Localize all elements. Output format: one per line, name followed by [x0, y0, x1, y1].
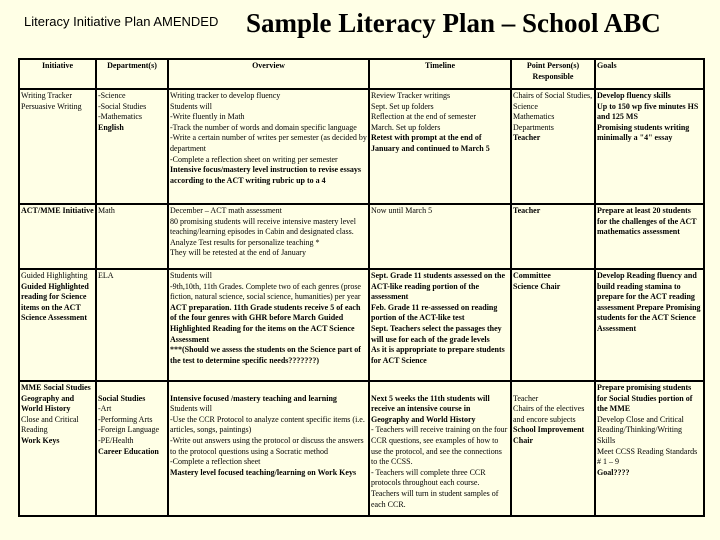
cell-line: Work Keys	[21, 435, 60, 445]
cell-line: -Performing Arts	[98, 414, 153, 424]
cell-line: Teacher	[513, 206, 541, 215]
cell-initiative	[19, 381, 96, 516]
cell-point-persons	[511, 89, 595, 204]
cell-line: Intensive focused /mastery teaching and learning	[170, 393, 337, 403]
cell-timeline	[369, 204, 511, 269]
cell-line: - Teachers will complete three CCR protocols throughout each course.	[371, 467, 486, 488]
cell-line: ACT/MME Initiative	[21, 206, 94, 215]
cell-line: Sept. Teachers select the passages they will use for each of the grade levels	[371, 323, 502, 344]
cell-line: -Science	[98, 91, 126, 100]
table-row	[19, 204, 704, 269]
cell-departments	[96, 204, 168, 269]
cell-line: Science Chair	[513, 281, 561, 291]
cell-line: Retest with prompt at the end of January and continued to March 5	[371, 133, 490, 153]
cell-line: ***(Should we assess the students on the Science part of the test to determine specific needs???????)	[170, 345, 361, 365]
cell-line: Teachers will turn in student samples of each CCR.	[371, 488, 499, 509]
column-header-point-persons: Point Person(s) Responsible	[511, 59, 595, 89]
cell-line: Up to 150 wp five minutes HS and 125 MS	[597, 101, 699, 122]
table-row	[19, 381, 704, 516]
cell-overview	[168, 89, 369, 204]
cell-line	[513, 383, 593, 394]
cell-line: -Foreign Language	[98, 425, 160, 435]
cell-line: Students will	[170, 101, 213, 111]
document-title: Sample Literacy Plan – School ABC	[246, 8, 661, 38]
cell-line: Reflection at the end of semester	[371, 112, 477, 122]
cell-line: Teacher	[513, 393, 539, 403]
cell-line: Social Studies	[98, 393, 146, 403]
cell-line: Guided Highlighting	[21, 271, 88, 280]
column-header-departments: Department(s)	[96, 59, 168, 89]
cell-line: -Art	[98, 404, 112, 414]
cell-line: Sept. Set up folders	[371, 101, 434, 111]
cell-line: Writing Tracker	[21, 91, 73, 100]
literacy-plan-table	[18, 58, 705, 517]
cell-line: Math	[98, 206, 115, 215]
cell-departments	[96, 381, 168, 516]
cell-point-persons	[511, 269, 595, 381]
cell-line: They will be retested at the end of January	[170, 248, 306, 258]
cell-line: Develop Close and Critical Reading/Thinking/Writing Skills	[597, 414, 684, 445]
cell-line: Students will	[170, 404, 213, 414]
cell-line: ACT preparation. 11th Grade students receive 5 of each of the four genres with GHR before March Guided Highlighted Reading for the items on the ACT Science Assessment	[170, 302, 361, 344]
cell-line: Develop Reading fluency and build reading stamina to prepare for the ACT reading assessment Prepare Promising students for the ACT Science Assessment	[597, 271, 701, 333]
cell-timeline	[369, 269, 511, 381]
table-row	[19, 89, 704, 204]
cell-overview	[168, 269, 369, 381]
cell-line: -Complete a reflection sheet on writing per semester	[170, 154, 338, 164]
cell-line: Meet CCSS Reading Standards # 1 – 9	[597, 446, 698, 467]
cell-line: Mathematics	[513, 112, 555, 122]
cell-line: Feb. Grade 11 re-assessed on reading portion of the ACT-like test	[371, 302, 498, 323]
cell-line: Prepare promising students for Social Studies portion of the MME	[597, 383, 693, 414]
cell-line: As it is appropriate to prepare students for ACT Science	[371, 345, 505, 365]
cell-line: Chairs of the electives and encore subjects	[513, 404, 585, 424]
cell-line: Prepare at least 20 students for the challenges of the ACT mathematics assessment	[597, 206, 697, 237]
cell-line: -Write fluently in Math	[170, 112, 245, 122]
cell-line	[98, 383, 166, 394]
cell-line: Writing tracker to develop fluency	[170, 91, 281, 100]
cell-line: Develop fluency skills	[597, 91, 671, 100]
table-row	[19, 269, 704, 381]
cell-line: MME Social Studies Geography and World History	[21, 383, 91, 414]
document-subtitle: Literacy Initiative Plan AMENDED	[24, 14, 219, 29]
cell-line: Goal????	[597, 467, 630, 477]
cell-goals	[595, 269, 704, 381]
cell-line: Students will	[170, 271, 213, 280]
cell-line: March. Set up folders	[371, 122, 441, 132]
cell-line: Committee	[513, 271, 551, 280]
cell-line: Mastery level focused teaching/learning on Work Keys	[170, 467, 357, 477]
cell-line: 80 promising students will receive intensive mastery level teaching/learning episodes in Cabin and designated class.	[170, 216, 356, 237]
cell-point-persons	[511, 204, 595, 269]
cell-goals	[595, 381, 704, 516]
cell-initiative	[19, 269, 96, 381]
cell-line: -Write out answers using the protocol or discuss the answers to the protocol questions using a Socratic method	[170, 435, 364, 456]
column-header-goals: Goals	[595, 59, 704, 89]
cell-line: - Teachers will receive training on the four CCR questions, see examples of how to use the protocol, and see the connections to the CCSS.	[371, 425, 508, 467]
cell-departments	[96, 89, 168, 204]
cell-line: Now until March 5	[371, 206, 433, 215]
cell-line: -Mathematics	[98, 112, 142, 122]
column-header-timeline: Timeline	[369, 59, 511, 89]
cell-line: Next 5 weeks the 11th students will receive an intensive course in Geography and World History	[371, 393, 490, 424]
cell-line: Departments	[513, 122, 554, 132]
cell-line: Sept. Grade 11 students assessed on the ACT-like reading portion of the assessment	[371, 271, 506, 302]
cell-line: Chairs of Social Studies, Science	[513, 91, 593, 111]
cell-line	[371, 383, 509, 394]
cell-line: Close and Critical Reading	[21, 414, 79, 435]
column-header-initiative: Initiative	[19, 59, 96, 89]
cell-line: -9th,10th, 11th Grades. Complete two of each genres (prose fiction, natural science, social science, humanities) per year	[170, 281, 361, 302]
column-header-overview: Overview	[168, 59, 369, 89]
cell-goals	[595, 89, 704, 204]
cell-timeline	[369, 89, 511, 204]
cell-line: December – ACT math assessment	[170, 206, 282, 215]
cell-line: Promising students writing minimally a "4" essay	[597, 122, 690, 143]
cell-line: -Use the CCR Protocol to analyze content specific items (i.e. articles, songs, paintings)	[170, 414, 365, 435]
cell-point-persons	[511, 381, 595, 516]
cell-departments	[96, 269, 168, 381]
cell-line: Intensive focus/mastery level instruction to revise essays according to the ACT writing rubric up to a 4	[170, 165, 361, 185]
cell-line: ELA	[98, 271, 114, 280]
cell-line: Persuasive Writing	[21, 101, 82, 111]
cell-overview	[168, 381, 369, 516]
cell-line: -Track the number of words and domain specific language	[170, 122, 357, 132]
cell-timeline	[369, 381, 511, 516]
cell-goals	[595, 204, 704, 269]
cell-line: Teacher	[513, 133, 541, 143]
cell-line: Analyze Test results for personalize teaching *	[170, 237, 320, 247]
cell-line: -PE/Health	[98, 435, 134, 445]
cell-overview	[168, 204, 369, 269]
cell-line: Review Tracker writings	[371, 91, 451, 100]
cell-line: -Write a certain number of writes per semester (as decided by department	[170, 133, 367, 153]
header-row	[19, 59, 704, 89]
cell-line: School Improvement Chair	[513, 425, 585, 445]
cell-line: -Social Studies	[98, 101, 147, 111]
cell-line: Career Education	[98, 446, 159, 456]
cell-line: English	[98, 122, 124, 132]
cell-line: Guided Highlighted reading for Science items on the ACT Science Assessment	[21, 281, 89, 323]
cell-initiative	[19, 89, 96, 204]
cell-line: -Complete a reflection sheet	[170, 457, 261, 467]
cell-initiative	[19, 204, 96, 269]
cell-line	[170, 383, 367, 394]
